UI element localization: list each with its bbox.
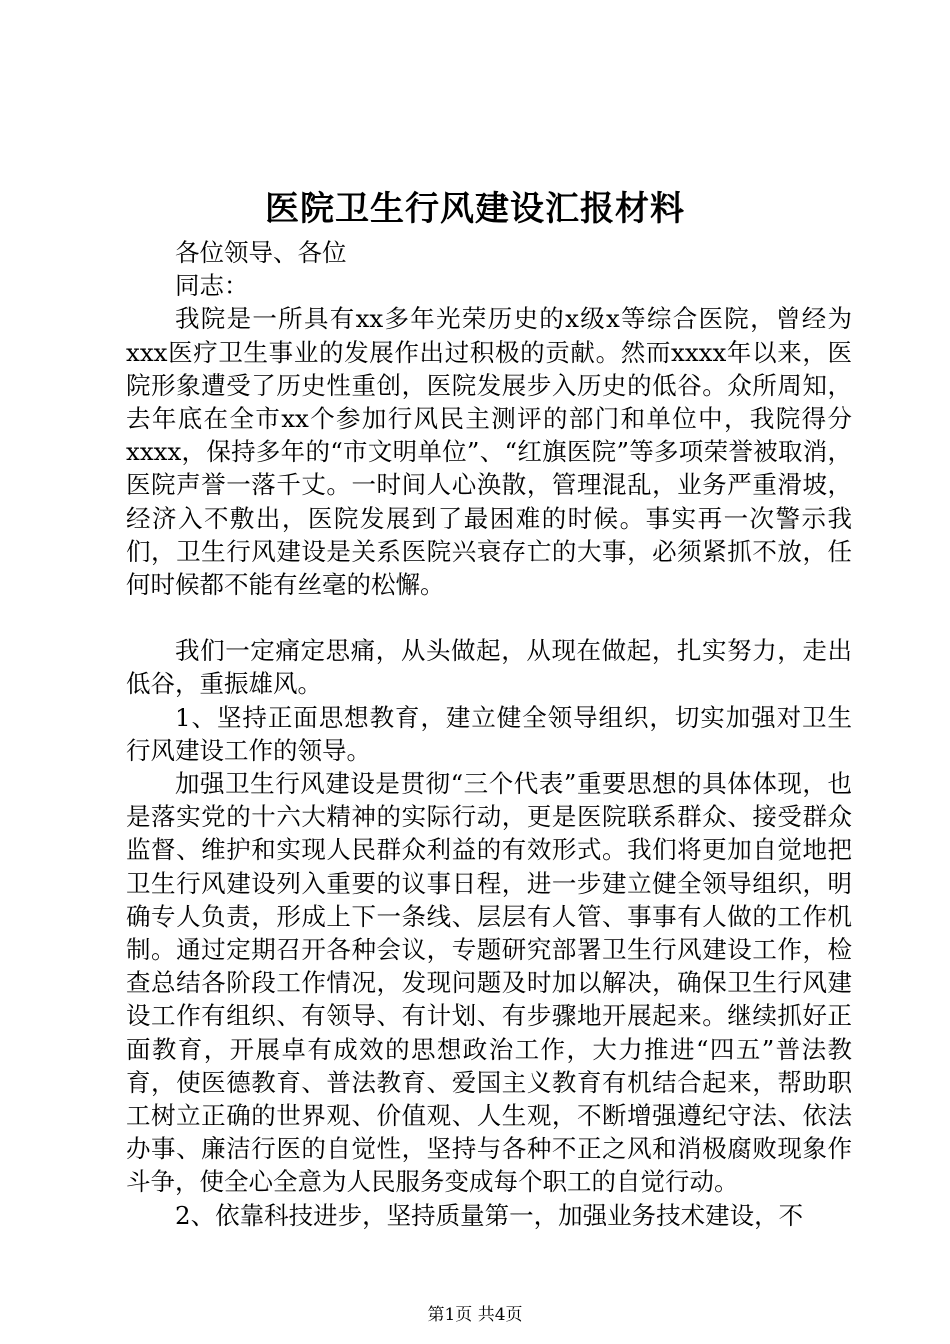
salutation-line-2: 同志： xyxy=(175,271,249,301)
document-title: 医院卫生行风建设汇报材料 xyxy=(265,189,685,229)
paragraph-section-1: 加强卫生行风建设是贯彻“三个代表”重要思想的具体体现，也是落实党的十六大精神的实际行动，更是医院联系群众、接受群众监督、维护和实现人民群众利益的有效形式。我们将更加自觉地把卫生行风建设列入重要的议事日程，进一步建立健全领导组织，明确专人负责，形成上下一条线、层层有人管、事事有人做的工作机制。通过定期召开各种会议，专题研究部署卫生行风建设工作，检查总结各阶段工作情况，发现问题及时加以解决，确保卫生行风建设工作有组织、有领导、有计划、有步骤地开展起来。继续抓好正面教育，开展卓有成效的思想政治工作，大力推进“四五”普法教育，使医德教育、普法教育、爱国主义教育有机结合起来，帮助职工树立正确的世界观、价值观、人生观，不断增强遵纪守法、依法办事、廉洁行医的自觉性，坚持与各种不正之风和消极腐败现象作斗争，使全心全意为人民服务变成每个职工的自觉行动。 xyxy=(126,769,852,1197)
paragraph-intro: 我院是一所具有xx多年光荣历史的x级x等综合医院，曾经为xxx医疗卫生事业的发展作出过积极的贡献。然而xxxx年以来，医院形象遭受了历史性重创，医院发展步入历史的低谷。众所周知，去年底在全市xx个参加行风民主测评的部门和单位中，我院得分xxxx，保持多年的“市文明单位”、“红旗医院”等多项荣誉被取消，医院声誉一落千丈。一时间人心涣散，管理混乱，业务严重滑坡，经济入不敷出，医院发展到了最困难的时候。事实再一次警示我们，卫生行风建设是关系医院兴衰存亡的大事，必须紧抓不放，任何时候都不能有丝毫的松懈。 xyxy=(126,304,852,600)
page-number-footer: 第1页 共4页 xyxy=(427,1305,523,1325)
document-body xyxy=(126,236,852,1232)
paragraph-heading-2: 2、依靠科技进步，坚持质量第一，加强业务技术建设，不 xyxy=(175,1200,804,1230)
paragraph-resolve: 我们一定痛定思痛，从头做起，从现在做起，扎实努力，走出低谷，重振雄风。 xyxy=(126,636,852,699)
salutation-line-1: 各位领导、各位 xyxy=(175,238,347,267)
paragraph-heading-1: 1、坚持正面思想教育，建立健全领导组织，切实加强对卫生行风建设工作的领导。 xyxy=(126,702,852,765)
